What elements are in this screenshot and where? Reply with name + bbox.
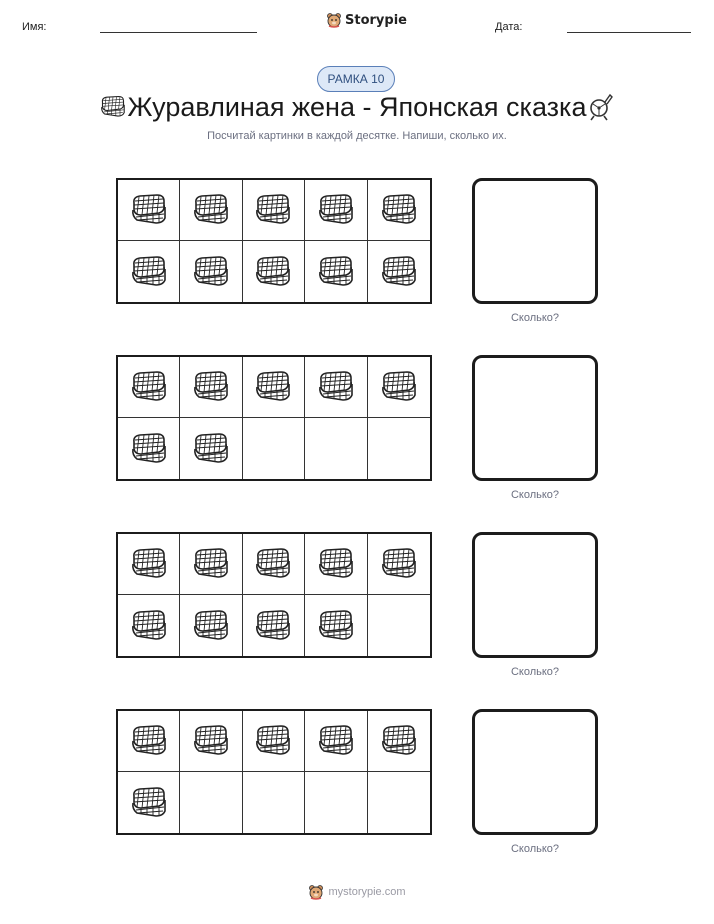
frame-cell bbox=[243, 418, 305, 479]
answer-label: Сколько? bbox=[510, 666, 560, 678]
frame-cell bbox=[305, 180, 367, 241]
logo-text: Storypie bbox=[345, 12, 407, 28]
footer-url: mystorypie.com bbox=[328, 886, 406, 898]
woven-cloth-icon bbox=[316, 547, 356, 581]
woven-cloth-icon bbox=[191, 547, 231, 581]
woven-cloth-icon bbox=[129, 547, 169, 581]
date-label: Дата: bbox=[495, 21, 523, 33]
frame-cell bbox=[368, 418, 430, 479]
instructions: Посчитай картинки в каждой десятке. Напиши, сколько их. bbox=[207, 130, 507, 142]
ten-frame bbox=[116, 355, 432, 481]
frame-cell bbox=[305, 418, 367, 479]
frame-cell bbox=[368, 534, 430, 595]
woven-cloth-icon bbox=[316, 370, 356, 404]
frame-cell bbox=[243, 534, 305, 595]
frame-cell bbox=[243, 711, 305, 772]
page-title: Журавлиная жена - Японская сказка bbox=[127, 92, 587, 122]
answer-box[interactable] bbox=[472, 178, 598, 304]
woven-cloth-icon bbox=[316, 724, 356, 758]
woven-cloth-icon bbox=[379, 370, 419, 404]
woven-cloth-icon bbox=[316, 255, 356, 289]
answer-box[interactable] bbox=[472, 532, 598, 658]
storypie-logo bbox=[326, 12, 407, 28]
frame-badge: РАМКА 10 bbox=[317, 66, 395, 92]
answer-label: Сколько? bbox=[510, 312, 560, 324]
frame-cell bbox=[180, 241, 242, 302]
woven-cloth-icon bbox=[191, 609, 231, 643]
frame-cell bbox=[243, 357, 305, 418]
frame-cell bbox=[243, 180, 305, 241]
frame-cell bbox=[180, 711, 242, 772]
spinning-wheel-icon bbox=[588, 93, 614, 121]
frame-cell bbox=[118, 241, 180, 302]
frame-cell bbox=[305, 534, 367, 595]
woven-cloth-icon bbox=[129, 370, 169, 404]
woven-cloth-icon bbox=[129, 786, 169, 820]
frame-cell bbox=[368, 357, 430, 418]
frame-cell bbox=[180, 772, 242, 833]
woven-cloth-icon bbox=[253, 370, 293, 404]
frame-cell bbox=[118, 711, 180, 772]
woven-cloth-icon bbox=[316, 193, 356, 227]
frame-cell bbox=[243, 595, 305, 656]
woven-cloth-icon bbox=[253, 255, 293, 289]
woven-cloth-icon bbox=[191, 432, 231, 466]
bear-mascot-icon bbox=[326, 12, 342, 28]
woven-cloth-icon bbox=[129, 724, 169, 758]
woven-cloth-icon bbox=[253, 547, 293, 581]
frame-cell bbox=[368, 772, 430, 833]
bear-mascot-icon bbox=[308, 884, 324, 900]
footer bbox=[0, 884, 714, 900]
answer-box[interactable] bbox=[472, 355, 598, 481]
frame-cell bbox=[305, 241, 367, 302]
woven-cloth-icon bbox=[379, 255, 419, 289]
frame-cell bbox=[243, 241, 305, 302]
woven-cloth-icon bbox=[129, 193, 169, 227]
frame-cell bbox=[180, 357, 242, 418]
frame-cell bbox=[368, 241, 430, 302]
woven-cloth-icon bbox=[129, 255, 169, 289]
ten-frame bbox=[116, 178, 432, 304]
frame-cell bbox=[180, 180, 242, 241]
frame-cell bbox=[305, 357, 367, 418]
frame-cell bbox=[180, 534, 242, 595]
woven-cloth-icon bbox=[253, 609, 293, 643]
frame-cell bbox=[305, 595, 367, 656]
woven-cloth-icon bbox=[379, 724, 419, 758]
frame-cell bbox=[180, 418, 242, 479]
frame-cell bbox=[118, 534, 180, 595]
frame-cell bbox=[180, 595, 242, 656]
frame-cell bbox=[118, 180, 180, 241]
date-field[interactable] bbox=[567, 32, 691, 33]
frame-cell bbox=[305, 711, 367, 772]
frame-cell bbox=[305, 772, 367, 833]
woven-cloth-icon bbox=[379, 193, 419, 227]
frame-cell bbox=[118, 357, 180, 418]
frame-cell bbox=[243, 772, 305, 833]
ten-frame bbox=[116, 532, 432, 658]
woven-cloth-icon bbox=[316, 609, 356, 643]
frame-cell bbox=[368, 711, 430, 772]
woven-cloth-icon bbox=[191, 255, 231, 289]
answer-label: Сколько? bbox=[510, 489, 560, 501]
answer-label: Сколько? bbox=[510, 843, 560, 855]
woven-cloth-icon bbox=[129, 432, 169, 466]
woven-cloth-icon bbox=[379, 547, 419, 581]
woven-cloth-icon bbox=[253, 193, 293, 227]
ten-frame bbox=[116, 709, 432, 835]
frame-cell bbox=[118, 418, 180, 479]
name-label: Имя: bbox=[22, 21, 47, 33]
frame-cell bbox=[368, 595, 430, 656]
frame-cell bbox=[368, 180, 430, 241]
frame-cell bbox=[118, 772, 180, 833]
woven-cloth-icon bbox=[129, 609, 169, 643]
woven-cloth-icon bbox=[191, 370, 231, 404]
name-field[interactable] bbox=[100, 32, 257, 33]
answer-box[interactable] bbox=[472, 709, 598, 835]
woven-cloth-icon bbox=[191, 724, 231, 758]
frame-cell bbox=[118, 595, 180, 656]
woven-cloth-icon bbox=[253, 724, 293, 758]
woven-cloth-icon bbox=[191, 193, 231, 227]
